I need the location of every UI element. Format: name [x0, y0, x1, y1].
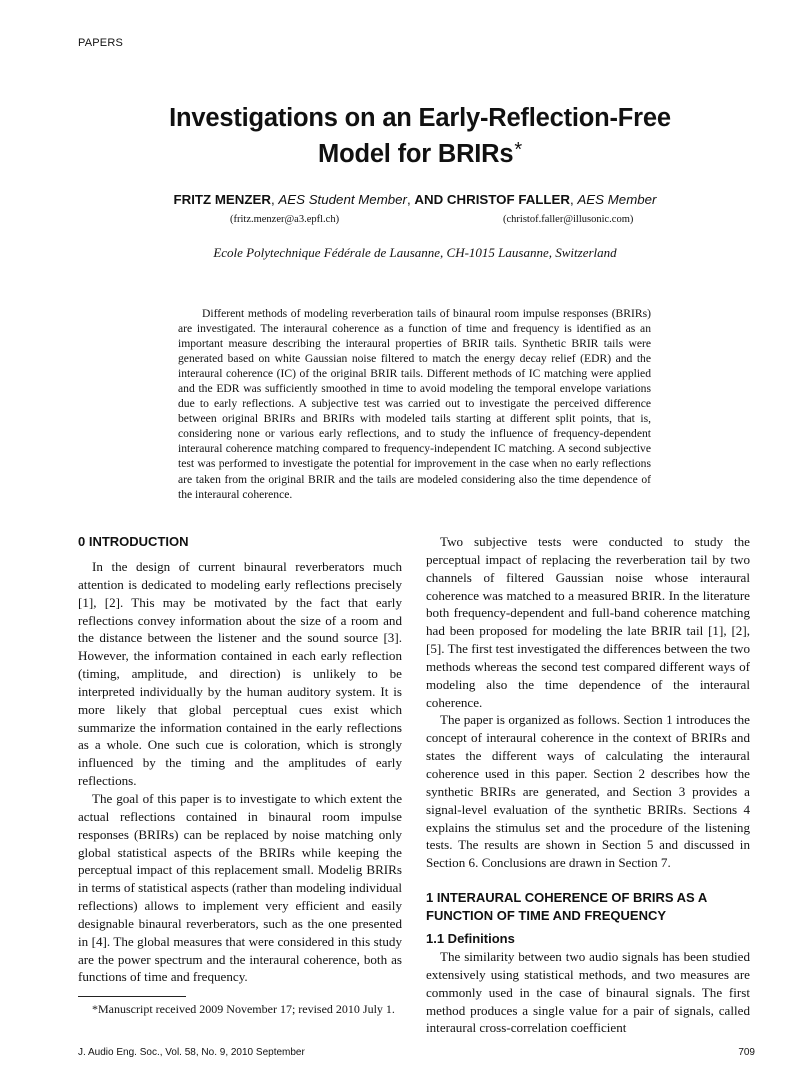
page-number: 709 [738, 1047, 755, 1058]
left-column [78, 533, 402, 986]
introduction-paragraph-3: Two subjective tests were conducted to study the perceptual impact of replacing the reverberation tail by two channels of filtered Gaussian noise whose interaural coherence was matched to a measured BRIR. In the literature both frequency-dependent and full-band coherence matching had been proposed for modeling the late BRIR tail [1], [2], [5]. The first test investigated the differences between the two methods whereas the second test compared different ways of modeling also the time dependence of the interaural coherence. [426, 534, 750, 710]
manuscript-footnote: *Manuscript received 2009 November 17; revised 2010 July 1. [92, 1002, 395, 1016]
author-2-name: CHRISTOF FALLER [446, 192, 571, 207]
introduction-paragraph-4: The paper is organized as follows. Section 1 introduces the concept of interaural coherence in the context of BRIRs and states the different ways of calculating the interaural coherence used in this paper. Section 2 describes how the synthetic BRIRs are generated, and Section 3 provides a signal-level evaluation of the synthetic BRIRs. Sections 4 explains the stimulus set and the procedure of the listening tests. The results are shown in Section 5 and discussed in Section 6. Conclusions are drawn in Section 7. [426, 712, 750, 871]
author-1-email: (fritz.menzer@a3.epfl.ch) [230, 214, 340, 225]
introduction-paragraph-2: The goal of this paper is to investigate to which extent the actual reflections contained in binaural room impulse responses (BRIRs) can be replaced by noise matching only global statistical aspects of the BRIRs while keeping the perceptual impact of this replacement small. Modelig BRIRs in terms of statistical aspects (rather than modeling individual reflections) allows to implement very efficient and easily designable binaural reverberators, such as the one presented in [4]. The global measures that were considered in this study are the power spectrum and the interaural coherence, both as functions of time and frequency. [78, 790, 402, 985]
author-1-membership: AES Student Member [278, 192, 407, 207]
author-conjunction: AND [414, 192, 444, 207]
affiliation: Ecole Polytechnique Fédérale de Lausanne, CH-1015 Lausanne, Switzerland [213, 245, 617, 260]
author-line: FRITZ MENZER, AES Student Member, AND CHRISTOF FALLER, AES Member [173, 192, 657, 207]
running-head: PAPERS [78, 37, 124, 49]
section-1-heading: 1 INTERAURAL COHERENCE OF BRIRS AS A FUNCTION OF TIME AND FREQUENCY [426, 890, 707, 924]
paper-title [100, 102, 740, 170]
title-line-2 [100, 134, 740, 170]
author-1-name: FRITZ MENZER [173, 192, 271, 207]
footnote-divider [78, 996, 186, 997]
author-2-email: (christof.faller@illusonic.com) [503, 214, 634, 225]
right-column [426, 533, 750, 1037]
title-footnote-mark: * [514, 139, 522, 161]
author-2-membership: AES Member [577, 192, 657, 207]
section-1-1-heading: 1.1 Definitions [426, 931, 515, 947]
section-1-1-paragraph-1: The similarity between two audio signals has been studied extensively using statistical methods, and two measures are commonly used in the case of binaural signals. The first method produces a single value for a pair of signals, called interaural cross-correlation coefficient [426, 949, 750, 1036]
abstract: Different methods of modeling reverberation tails of binaural room impulse responses (BRIRs) are investigated. The interaural coherence as a function of time and frequency is identified as an important measure describing the interaural properties of BRIR tails. Synthetic BRIR tails were generated based on white Gaussian noise filtered to match the energy decay relief (EDR) and the interaural coherence (IC) of the original BRIR tails. Different methods of IC matching were applied and the EDR was sufficiently smoothed in time to avoid modeling the temporal envelope variations due to early reflections. A subjective test was carried out to investigate the perceived difference between original BRIRs and BRIRs with modeled tails starting at different split points, that is, considering none or various early reflections, and to study the influence of frequency-dependent interaural coherence matching compared to frequency-independent IC matching. A second subjective test was performed to investigate the potential for improvement in the case when no early reflections are taken from the original BRIR and the tails are modeled considering also the time dependence of the interaural coherence. [178, 307, 651, 501]
title-line-1: Investigations on an Early-Reflection-Free [169, 104, 671, 132]
title-line-2-text: Model for BRIRs [318, 140, 514, 168]
introduction-heading: 0 INTRODUCTION [78, 534, 189, 549]
journal-citation: J. Audio Eng. Soc., Vol. 58, No. 9, 2010 September [78, 1047, 305, 1058]
introduction-paragraph-1: In the design of current binaural reverberators much attention is dedicated to modeling early reflections precisely [1], [2]. This may be motivated by the fact that early reflections convey information about the size of a room and the distance between the listener and the sound source [3]. However, the information contained in each early reflection (timing, amplitude, and direction) is unlikely to be interpreted individually by the human auditory system. It is more likely that global perceptual cues exist which summarize the information contained in the early reflections as a whole. One such cue is coloration, which is strongly influenced by the timing and the amplitudes of early reflections. [78, 559, 402, 789]
